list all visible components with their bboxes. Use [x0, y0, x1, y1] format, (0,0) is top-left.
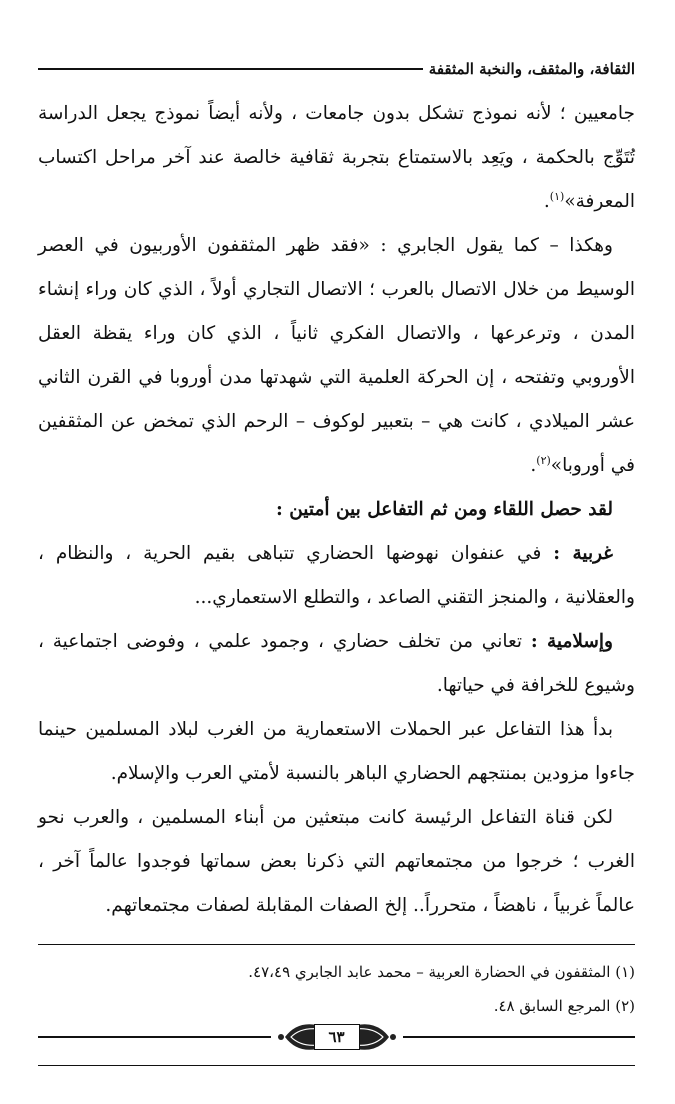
paragraph-1-text: جامعيين ؛ لأنه نموذج تشكل بدون جامعات ، ولأنه أيضاً نموذج يجعل الدراسة تُتَوِّج بالحكمة ، ويَعِد بالاستمتاع بتجربة ثقافية خالصة عند آخر مراحل اكتساب المعرفة» [38, 103, 635, 212]
paragraph-6: لكن قناة التفاعل الرئيسة كانت مبتعثين من أبناء المسلمين ، والعرب نحو الغرب ؛ خرجوا من مجتمعاتهم التي ذكرنا بعض سماتها فوجدوا عالماً آخر ، عالماً غربياً ، ناهضاً ، متحرراً.. إلخ الصفات المقابلة لصفات مجتمعاتهم. [38, 807, 635, 916]
paragraph-2-text: وهكذا – كما يقول الجابري : «فقد ظهر المثقفون الأوربيون في العصر الوسيط من خلال الاتصال بالعرب ؛ الاتصال التجاري أولاً ، الذي كان وراء إنشاء المدن ، وترعرعها ، والاتصال الفكري ثانياً ، الذي كان وراء يقظة العقل الأوروبي وتفتحه ، إن الحركة العلمية التي شهدتها مدن أوروبا في القرن الثاني عشر الميلادي ، كانت هي – بتعبير لوكوف – الرحم الذي تمخض عن المثقفين في أوروبا» [38, 235, 635, 476]
footnote-ref-2: (٢) [536, 453, 551, 467]
footnote-1: (١) المثقفون في الحضارة العربية – محمد عابد الجابري ٤٧،٤٩. [248, 963, 635, 981]
page-footer [38, 1017, 635, 1057]
header-rule [38, 68, 423, 70]
paragraph-islamic [38, 620, 635, 708]
bottom-rule [38, 1065, 635, 1066]
footer-rule-left [38, 1036, 271, 1038]
western-text: في عنفوان نهوضها الحضاري تتباهى بقيم الحرية ، والنظام ، والعقلانية ، والمنجز التقني الصاعد ، والتطلع الاستعماري... [38, 543, 635, 608]
main-text [38, 92, 635, 928]
western-label: غربية : [553, 543, 613, 564]
paragraph-5: بدأ هذا التفاعل عبر الحملات الاستعمارية من الغرب لبلاد المسلمين حينما جاءوا مزودين بمنتجهم الحضاري الباهر بالنسبة لأمتي العرب والإسلام. [38, 719, 635, 784]
paragraph-western [38, 532, 635, 620]
footnotes [38, 944, 635, 1023]
page-number: ٦٣ [314, 1024, 360, 1050]
running-header [38, 58, 635, 80]
paragraph-1: جامعيين ؛ لأنه نموذج تشكل بدون جامعات ، ولأنه أيضاً نموذج يجعل الدراسة تُتَوِّج بالحكمة ، ويَعِد بالاستمتاع بتجربة ثقافية خالصة عند آخر مراحل اكتساب المعرفة»$^{(١)}$. [38, 103, 635, 212]
running-header-title: الثقافة، والمثقف، والنخبة المثقفة [428, 60, 635, 78]
section-heading: لقد حصل اللقاء ومن ثم التفاعل بين أمتين : [275, 499, 613, 520]
page-number-ornament [277, 1019, 397, 1055]
islamic-label: وإسلامية : [530, 631, 613, 652]
footnote-ref-1: (١) [549, 189, 565, 203]
footer-rule-right [403, 1036, 636, 1038]
footnote-2: (٢) المرجع السابق ٤٨. [493, 997, 635, 1015]
islamic-text: تعاني من تخلف حضاري ، وجمود علمي ، وفوضى اجتماعية ، وشيوع للخرافة في حياتها. [38, 631, 635, 696]
paragraph-2: وهكذا – كما يقول الجابري : «فقد ظهر المثقفون الأوربيون في العصر الوسيط من خلال الاتصال بالعرب ؛ الاتصال التجاري أولاً ، الذي كان وراء إنشاء المدن ، وترعرعها ، والاتصال الفكري ثانياً ، الذي كان وراء يقظة العقل الأوروبي وتفتحه ، إن الحركة العلمية التي شهدتها مدن أوروبا في القرن الثاني عشر الميلادي ، كانت هي – بتعبير لوكوف – الرحم الذي تمخض عن المثقفين في أوروبا»$^{(٢)}$. [38, 235, 635, 476]
